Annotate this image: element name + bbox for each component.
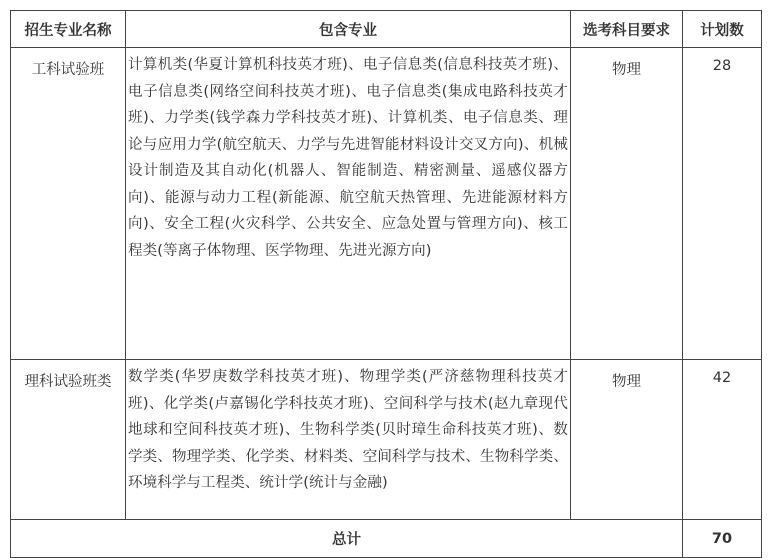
program-name-cell: 理科试验班类 <box>11 360 126 520</box>
majors-cell: 计算机类(华夏计算机科技英才班)、电子信息类(信息科技英才班)、电子信息类(网络空间科技英才班)、电子信息类(集成电路科技英才班)、力学类(钱学森力学科技英才班)、计算机类、电子信息类、理论与应用力学(航空航天、力学与先进智能材料设计交叉方向)、机械设计制造及其自动化(机器人、智能制造、精密测量、遥感仪器方向)、能源与动力工程(新能源、航空航天热管理、先进能源材料方向)、安全工程(火灾科学、公共安全、应急处置与管理方向)、核工程类(等离子体物理、医学物理、先进光源方向) <box>126 48 571 360</box>
total-row <box>11 520 762 558</box>
count-cell: 42 <box>683 360 762 520</box>
total-count: 70 <box>683 520 762 558</box>
count-cell: 28 <box>683 48 762 360</box>
header-subject-requirement: 选考科目要求 <box>571 11 683 48</box>
table-row <box>11 360 762 520</box>
header-row <box>11 11 762 48</box>
header-plan-count: 计划数 <box>683 11 762 48</box>
header-program-name: 招生专业名称 <box>11 11 126 48</box>
program-name-cell: 工科试验班 <box>11 48 126 360</box>
header-majors: 包含专业 <box>126 11 571 48</box>
subject-cell: 物理 <box>571 48 683 360</box>
table-row <box>11 48 762 360</box>
total-label: 总计 <box>11 520 683 558</box>
subject-cell: 物理 <box>571 360 683 520</box>
majors-cell: 数学类(华罗庚数学科技英才班)、物理学类(严济慈物理科技英才班)、化学类(卢嘉锡化学科技英才班)、空间科学与技术(赵九章现代地球和空间科技英才班)、生物科学类(贝时璋生命科技英才班)、数学类、物理学类、化学类、材料类、空间科学与技术、生物科学类、环境科学与工程类、统计学(统计与金融) <box>126 360 571 520</box>
admissions-plan-table <box>10 10 762 558</box>
